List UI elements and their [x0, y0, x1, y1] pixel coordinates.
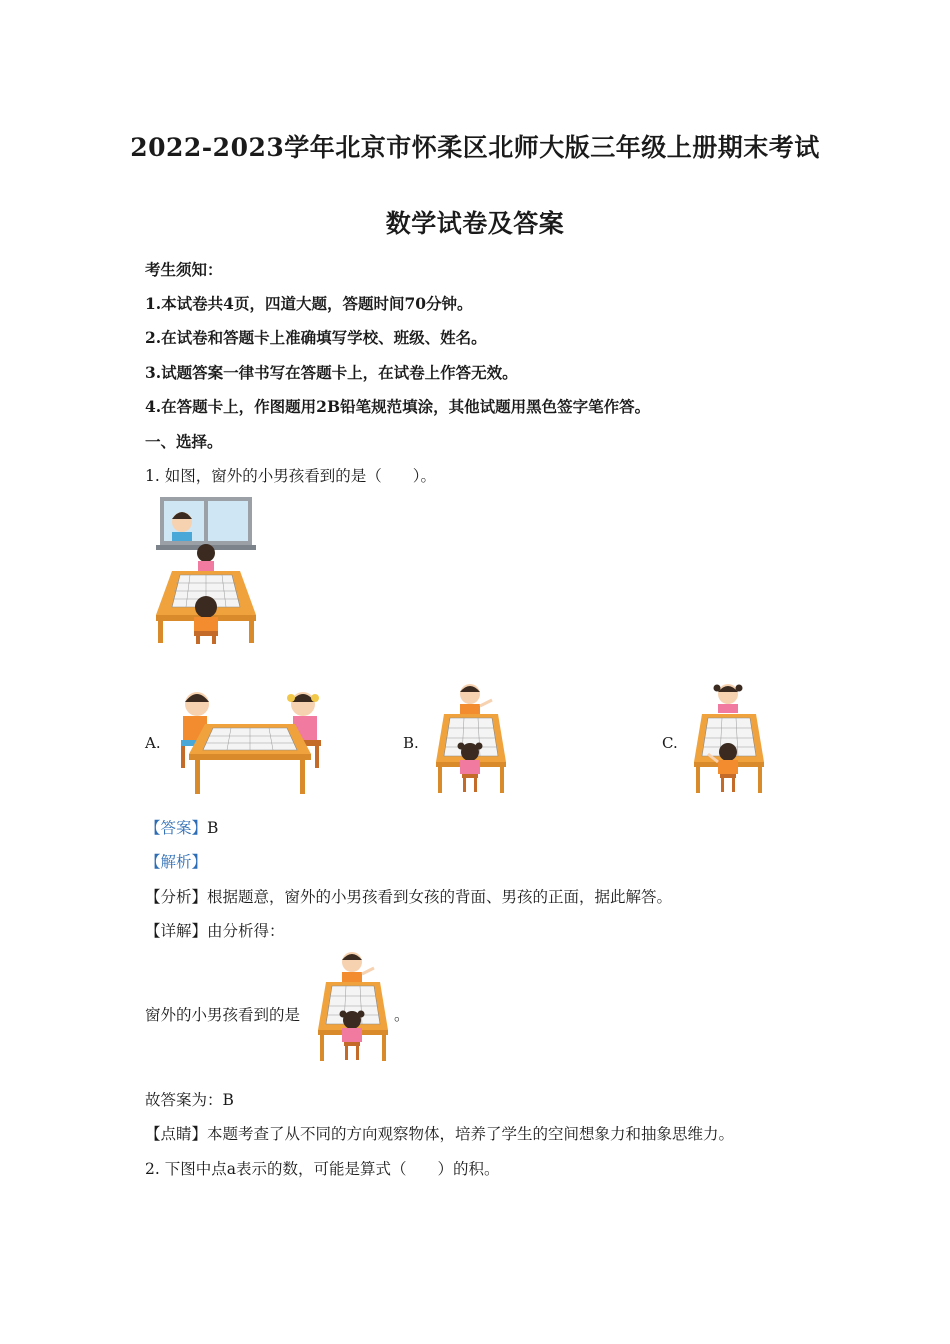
xiangjie-tag: 【详解】 — [145, 922, 208, 940]
answer-value: B — [207, 819, 219, 837]
dianjing-text: 本题考查了从不同的方向观察物体，培养了学生的空间想象力和抽象思维力。 — [207, 1125, 735, 1143]
option-c-illustration — [690, 680, 768, 798]
dianjing-tag: 【点睛】 — [145, 1125, 208, 1143]
notice-item-1: 1.本试卷共4页，四道大题，答题时间70分钟。 — [145, 294, 473, 313]
option-a-label: A. — [145, 734, 161, 752]
exam-title-line2: 数学试卷及答案 — [385, 209, 565, 238]
option-a-illustration — [175, 688, 325, 798]
fenxi-text: 根据题意，窗外的小男孩看到女孩的背面、男孩的正面，据此解答。 — [207, 888, 673, 906]
answer-tag: 【答案】 — [145, 819, 208, 837]
notice-item-3: 3.试题答案一律书写在答题卡上，在试卷上作答无效。 — [145, 363, 518, 382]
fenxi-line — [145, 887, 672, 907]
option-b-illustration — [432, 682, 510, 798]
answer-b-illustration — [314, 950, 392, 1068]
xiangjie-text: 由分析得： — [207, 922, 285, 940]
section-heading-choice: 一、选择。 — [145, 432, 223, 451]
xiangjie-line — [145, 921, 285, 941]
option-b-label: B. — [403, 734, 419, 752]
conclusion-line: 故答案为：B — [145, 1091, 234, 1109]
notice-item-2: 2.在试卷和答题卡上准确填写学校、班级、姓名。 — [145, 328, 487, 347]
question-2-stem: 2. 下图中点a表示的数，可能是算式（ ）的积。 — [145, 1160, 500, 1178]
question-1-stem: 1. 如图，窗外的小男孩看到的是（ ）。 — [145, 467, 436, 485]
result-prefix: 窗外的小男孩看到的是 — [145, 1006, 301, 1024]
analysis-tag: 【解析】 — [145, 853, 208, 871]
notice-item-4: 4.在答题卡上，作图题用2B铅笔规范填涂，其他试题用黑色签字笔作答。 — [145, 397, 651, 416]
option-c-label: C. — [662, 734, 678, 752]
answer-line — [145, 818, 218, 838]
result-suffix: 。 — [394, 1006, 410, 1024]
question-1-scene-illustration — [150, 495, 262, 647]
exam-title-line1: 2022-2023学年北京市怀柔区北师大版三年级上册期末考试 — [130, 133, 820, 162]
fenxi-tag: 【分析】 — [145, 888, 208, 906]
notice-heading: 考生须知： — [145, 260, 223, 279]
dianjing-line — [145, 1124, 734, 1144]
